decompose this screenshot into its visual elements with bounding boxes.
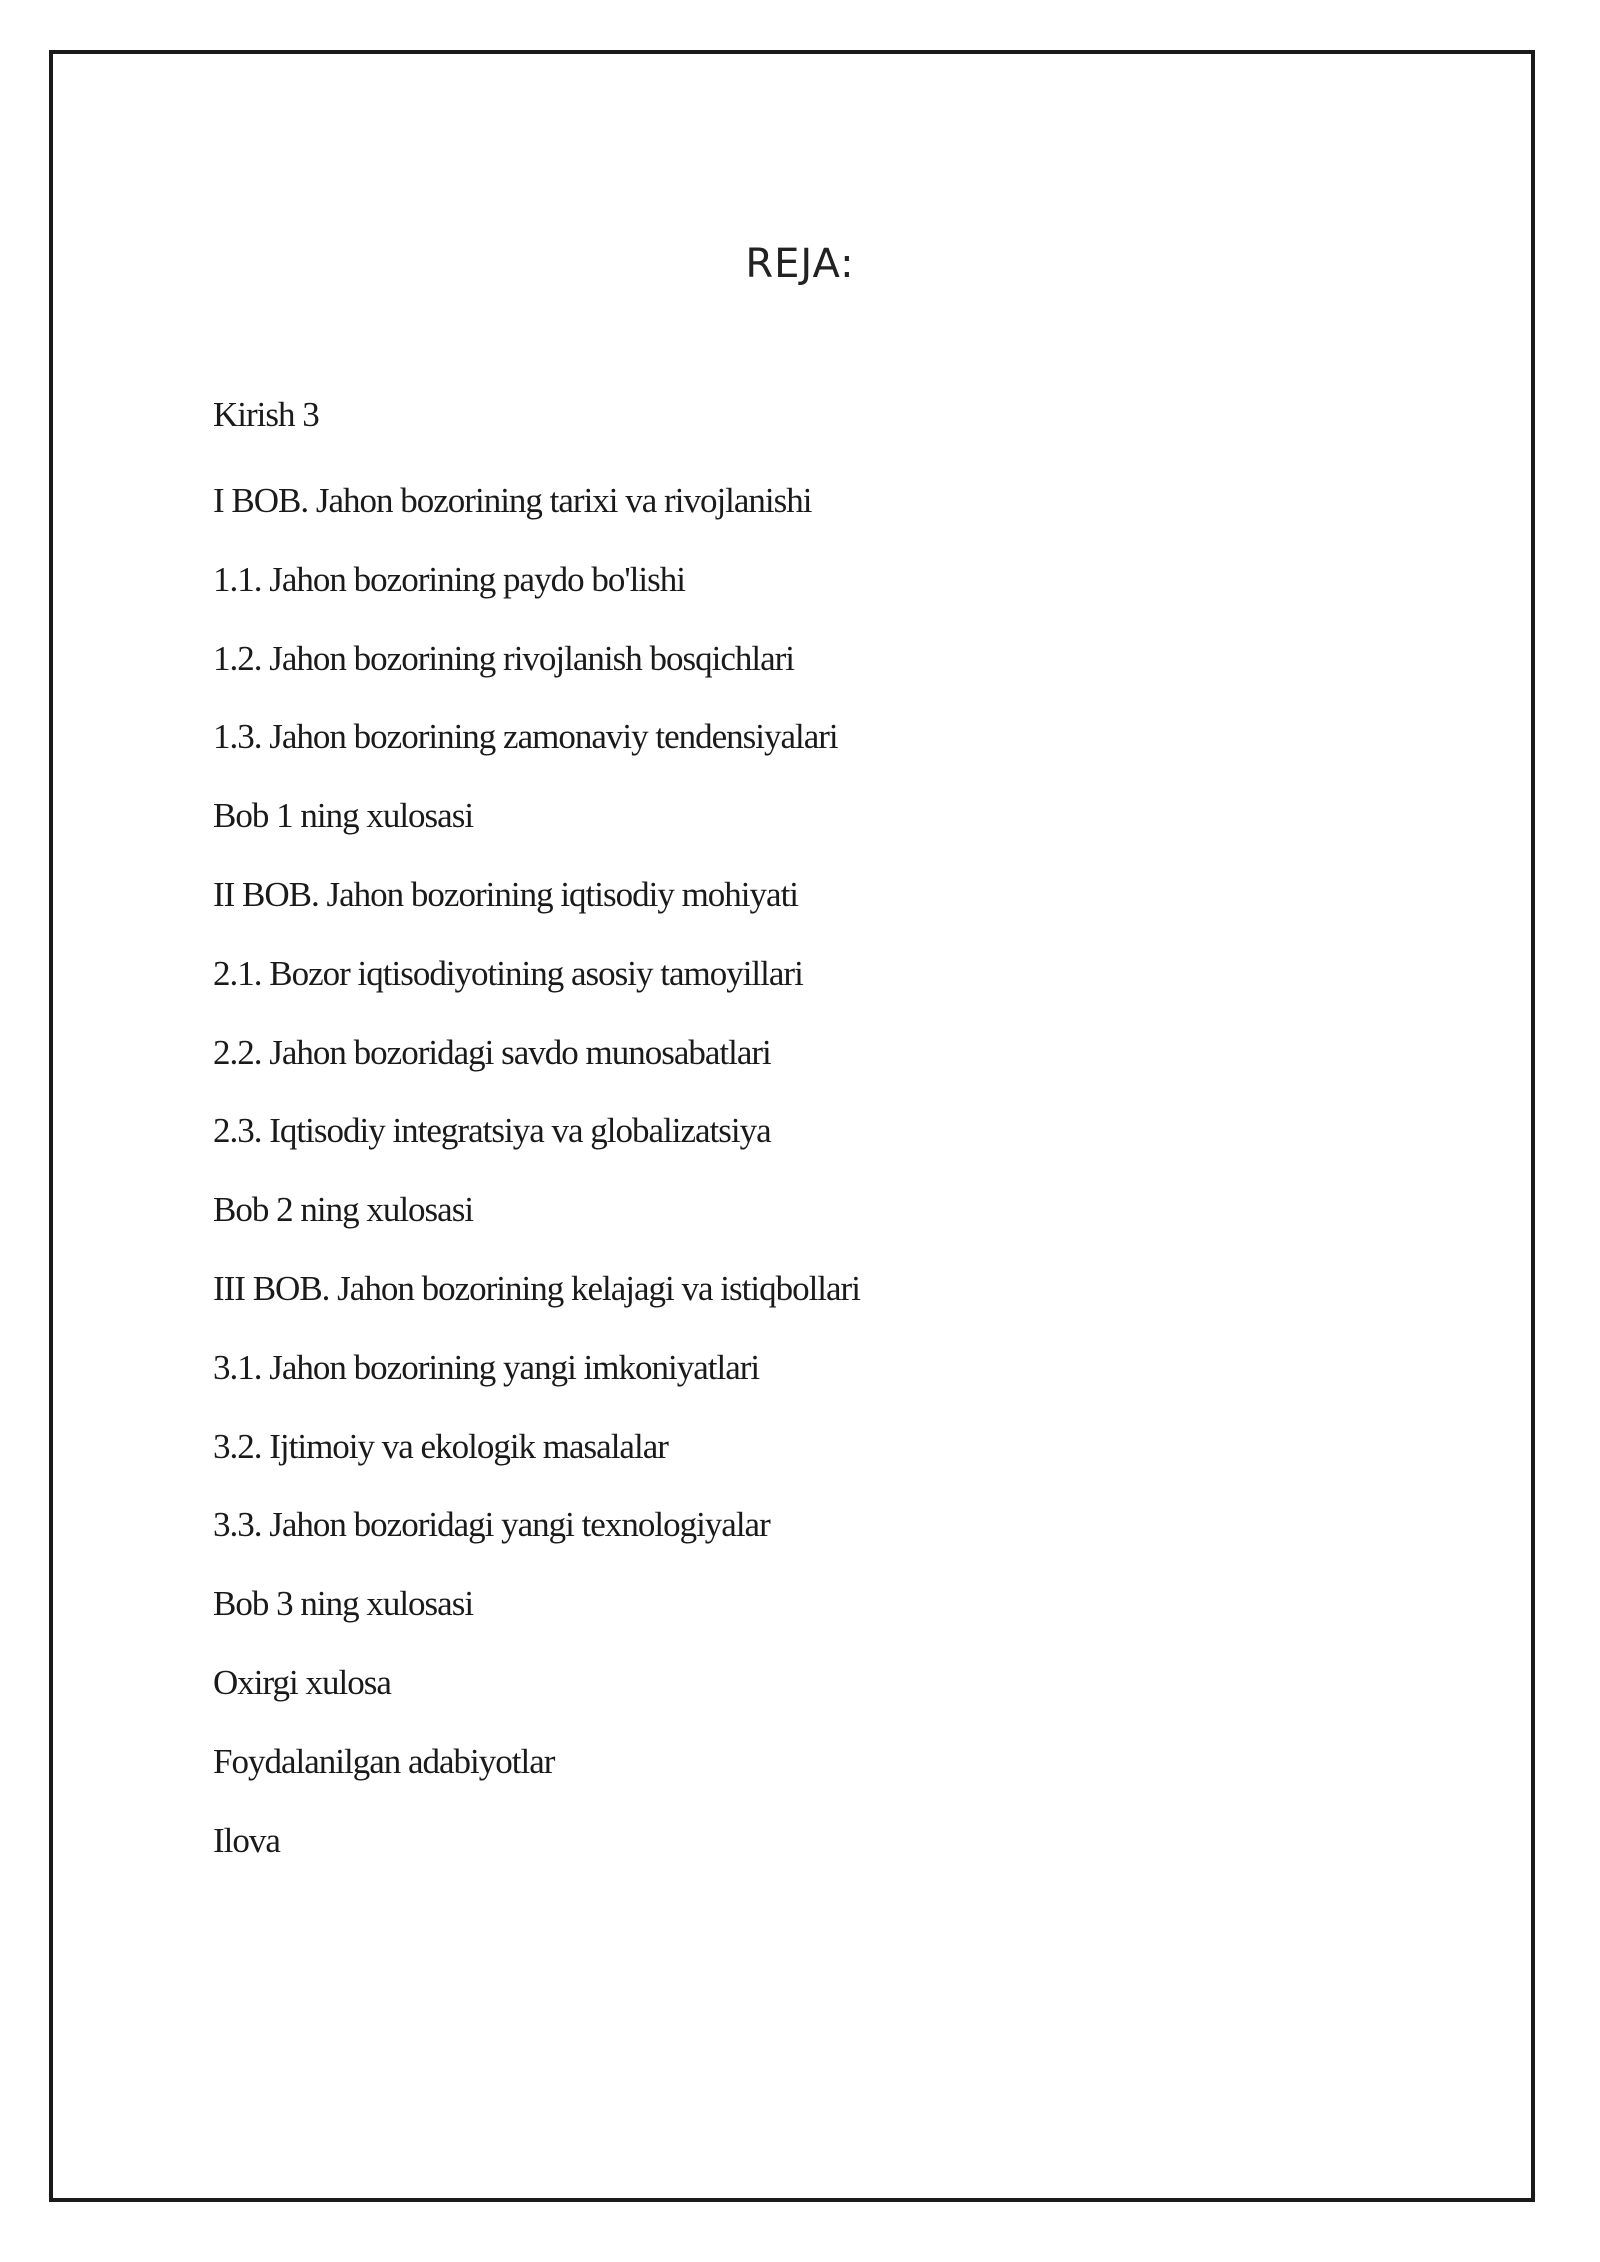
toc-item-chapter-1-summary: Bob 1 ning xulosasi [213,796,474,836]
toc-item-chapter-2: II BOB. Jahon bozorining iqtisodiy mohiyati [213,874,799,914]
toc-item-chapter-3-summary: Bob 3 ning xulosasi [213,1584,474,1624]
toc-item-appendix: Ilova [213,1820,280,1860]
toc-item-references: Foydalanilgan adabiyotlar [213,1741,555,1781]
toc-item-section-1-2: 1.2. Jahon bozorining rivojlanish bosqichlari [213,638,795,678]
toc-item-final-conclusion: Oxirgi xulosa [213,1662,391,1702]
toc-item-chapter-2-summary: Bob 2 ning xulosasi [213,1190,474,1230]
toc-item-section-3-3: 3.3. Jahon bozoridagi yangi texnologiyalar [213,1505,770,1545]
toc-item-section-1-3: 1.3. Jahon bozorining zamonaviy tendensiyalari [213,717,838,757]
toc-item-chapter-3: III BOB. Jahon bozorining kelajagi va istiqbollari [213,1268,860,1308]
toc-item-section-2-3: 2.3. Iqtisodiy integratsiya va globalizatsiya [213,1111,771,1151]
toc-item-section-1-1: 1.1. Jahon bozorining paydo bo'lishi [213,559,685,599]
table-of-contents [213,390,860,1894]
toc-item-section-3-2: 3.2. Ijtimoiy va ekologik masalalar [213,1426,668,1466]
toc-item-intro: Kirish 3 [213,395,319,434]
page-title: REJA: [745,241,855,287]
toc-item-chapter-1: I BOB. Jahon bozorining tarixi va rivojlanishi [213,481,812,520]
toc-item-section-2-1: 2.1. Bozor iqtisodiyotining asosiy tamoyillari [213,953,803,993]
toc-item-section-3-1: 3.1. Jahon bozorining yangi imkoniyatlari [213,1347,760,1387]
toc-item-section-2-2: 2.2. Jahon bozoridagi savdo munosabatlari [213,1032,771,1072]
